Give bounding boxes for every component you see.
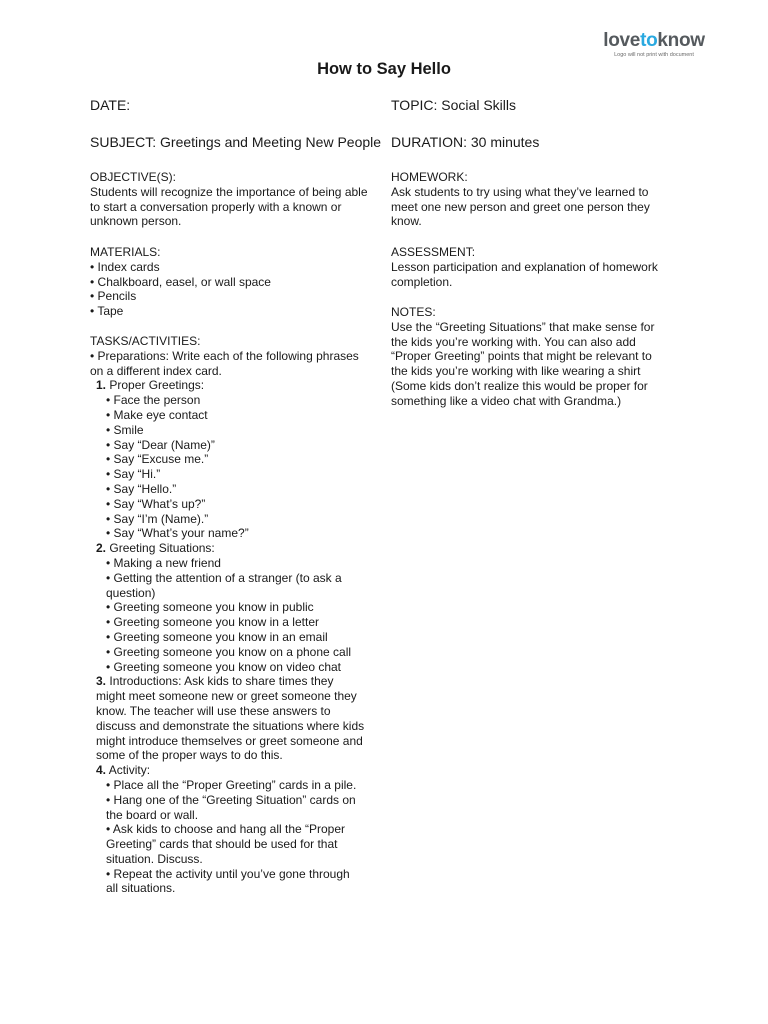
objective-heading: OBJECTIVE(S): [90,170,177,184]
materials-item: • Chalkboard, easel, or wall space [90,274,271,289]
homework-line: meet one new person and greet one person they [391,199,650,214]
objective-line: unknown person. [90,214,182,229]
tasks-heading: TASKS/ACTIVITIES: [90,334,201,348]
notes-line: “Proper Greeting” points that might be relevant to [391,349,652,364]
step-2-item: • Greeting someone you know in an email [106,629,328,644]
step-4-line: Greeting” cards that should be used for that [106,837,338,852]
step-4-title: Activity: [108,763,151,778]
materials-item: • Index cards [90,259,160,274]
materials-section [90,245,385,319]
step-1-item: • Face the person [106,393,201,408]
step-3-line: some of the proper ways to do this. [96,748,283,763]
step-2-item: • Greeting someone you know on a phone call [106,644,352,659]
step-3-heading [90,674,390,689]
step-4-line: • Ask kids to choose and hang all the “Proper [106,822,346,837]
duration-label: DURATION: 30 minutes [391,134,540,150]
step-2-number: 2. [96,541,107,556]
step-1-item: • Say “What’s up?” [106,496,206,511]
step-1-item: • Smile [106,422,144,437]
step-1-item: • Say “Excuse me.” [106,452,209,467]
step-4-line: situation. Discuss. [106,851,203,866]
step-4-number: 4. [96,763,107,778]
objective-section [90,170,385,229]
materials-heading: MATERIALS: [90,245,161,259]
assessment-line: Lesson participation and explanation of homework [391,259,658,274]
step-4-line: • Repeat the activity until you’ve gone through [106,866,350,881]
logo-note: Logo will not print with document [614,52,694,58]
date-label: DATE: [90,97,131,113]
materials-item: • Pencils [90,289,137,304]
notes-line: the kids you’re working with. You can also add [391,334,636,349]
objective-line: Students will recognize the importance of being able [90,184,368,199]
assessment-heading: ASSESSMENT: [391,245,476,259]
step-1-item: • Say “What’s your name?” [106,526,249,541]
notes-line: Use the “Greeting Situations” that make sense for [391,319,655,334]
step-1-item: • Say “Dear (Name)” [106,437,215,452]
materials-item: • Tape [90,304,124,319]
objective-line: to start a conversation properly with a known or [90,199,342,214]
document-title: How to Say Hello [317,60,451,78]
step-1-heading [90,378,390,393]
lovetoknow-logo [600,30,708,59]
step-2-item: • Greeting someone you know on video chat [106,659,342,674]
logo-part-know: know [657,30,705,51]
step-2-item: • Getting the attention of a stranger (to ask a [106,570,342,585]
logo-wordmark [600,30,708,52]
step-4-line: • Hang one of the “Greeting Situation” cards on [106,792,356,807]
step-2-title: Greeting Situations: [109,541,215,556]
tasks-section [90,334,390,896]
step-3-line: might meet someone new or greet someone they [96,689,357,704]
homework-heading: HOMEWORK: [391,170,468,184]
homework-line: know. [391,214,422,229]
step-1-item: • Say “Hi.” [106,467,161,482]
subject-label: SUBJECT: Greetings and Meeting New People [90,134,382,150]
step-1-number: 1. [96,378,107,393]
logo-part-to: to [640,30,658,51]
step-3-line: might introduce themselves or greet someone and [96,733,363,748]
step-3-first-line: Introductions: Ask kids to share times they [109,674,334,689]
step-4-heading [90,763,390,778]
step-4-line: the board or wall. [106,807,199,822]
notes-line: (Some kids don’t realize this would be proper for [391,378,648,393]
step-4-line: all situations. [106,881,176,896]
notes-heading: NOTES: [391,305,436,319]
step-2-item: • Greeting someone you know in public [106,600,314,615]
notes-line: something like a video chat with Grandma.) [391,393,622,408]
step-3-line: discuss and demonstrate the situations where kids [96,718,365,733]
step-2-item: • Making a new friend [106,555,221,570]
step-2-heading [90,541,390,556]
step-4-line: • Place all the “Proper Greeting” cards in a pile. [106,777,357,792]
notes-section [391,305,681,409]
assessment-section [391,245,681,289]
step-2-item: • Greeting someone you know in a letter [106,615,319,630]
assessment-line: completion. [391,274,453,289]
step-3-number: 3. [96,674,107,689]
step-3-line: know. The teacher will use these answers to [96,703,331,718]
tasks-prep-line: • Preparations: Write each of the following phrases [90,348,359,363]
step-2-item: question) [106,585,156,600]
homework-line: Ask students to try using what they’ve learned to [391,184,649,199]
step-1-item: • Say “Hello.” [106,481,177,496]
step-1-item: • Say “I’m (Name).” [106,511,209,526]
topic-label: TOPIC: Social Skills [391,97,516,113]
step-1-title: Proper Greetings: [109,378,205,393]
notes-line: the kids you’re working with like wearing a shirt [391,364,641,379]
step-1-item: • Make eye contact [106,407,208,422]
homework-section [391,170,681,229]
logo-part-love: love [603,30,641,51]
tasks-prep-line: on a different index card. [90,363,222,378]
